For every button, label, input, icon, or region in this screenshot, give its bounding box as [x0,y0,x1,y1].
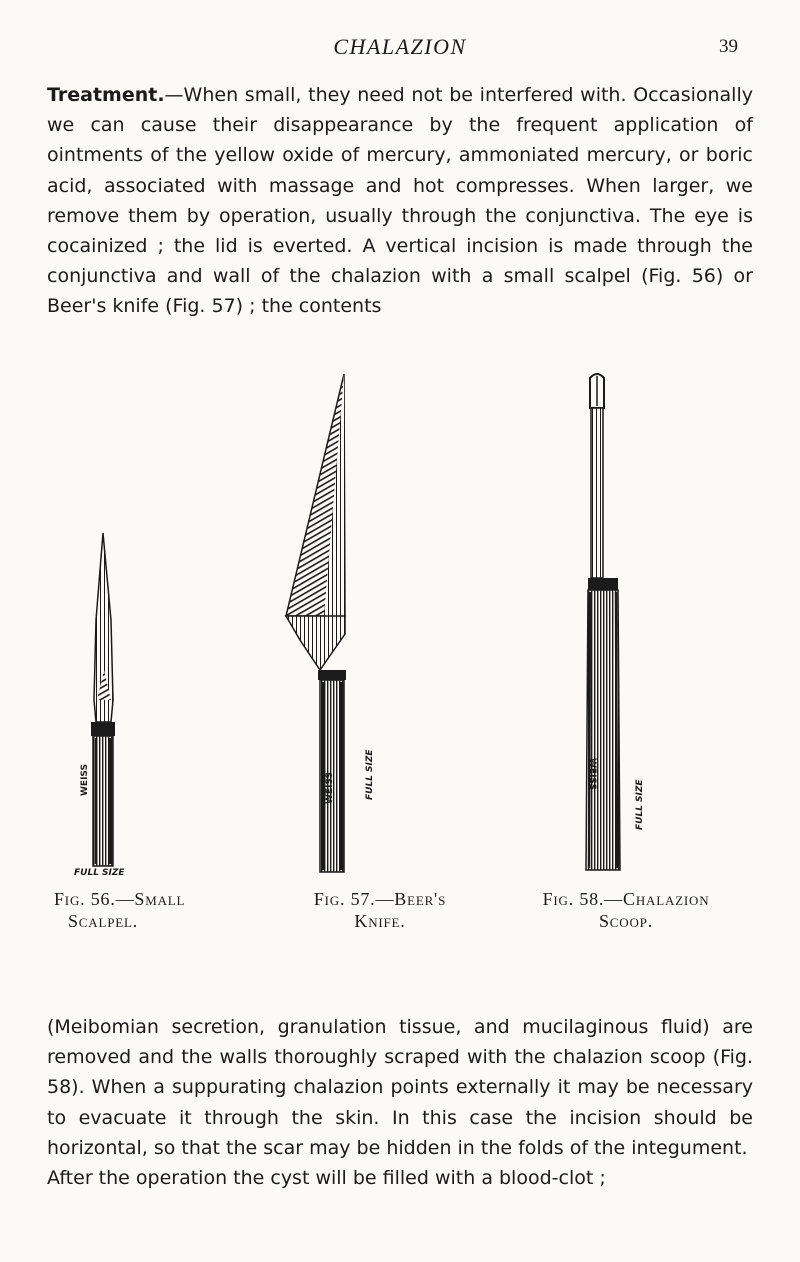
figure-58-caption [496,888,756,932]
page-header [0,34,800,64]
chalazion-scoop-drawing [586,374,620,870]
scoop-full-size-label: FULL SIZE [635,779,645,830]
caption-line: Fig. 58.—Chalazion [542,889,710,909]
figure-56-caption [54,888,244,932]
caption-line: Scoop. [599,911,653,931]
instrument-illustrations [0,370,800,890]
page-number: 39 [719,36,738,57]
treatment-paragraph [47,80,753,322]
procedure-paragraph [47,1012,753,1193]
small-scalpel-drawing [91,533,115,866]
paragraph-text: (Meibomian secretion, granulation tissue, and mucilaginous fluid) are removed and the walls thoroughly scraped with the chalazion scoop (Fig. 58). When a suppurating chalazion points externally it may be necessary to evacuate it through the skin. In this case the incision should be horizontal, so that the scar may be hidden in the folds of the integument. [47,1016,753,1159]
paragraph-lead: Treatment. [47,84,165,106]
running-title: CHALAZION [333,34,467,59]
knife-full-size-label: FULL SIZE [365,749,375,800]
figure-57-caption [270,888,490,932]
scoop-maker-mark: WEISS [587,758,597,790]
figures-area [0,370,800,890]
knife-maker-mark: WEISS [325,772,335,804]
caption-line: Scalpel. [68,911,139,931]
paragraph-text: —When small, they need not be interfered with. Occasionally we can cause their disappearance by the frequent application of ointments of the yellow oxide of mercury, ammoniated mercury, or boric acid, associated with massage and hot compresses. When larger, we remove them by operation, usually through the conjunctiva. The eye is cocainized ; the lid is everted. A vertical incision is made through the conjunctiva and wall of the chalazion with a small scalpel (Fig. 56) or Beer's knife (Fig. 57) ; the contents [47,84,753,318]
caption-line: Fig. 56.—Small [54,889,186,909]
paragraph-text-continued: After the operation the cyst will be filled with a blood-clot ; [47,1167,606,1190]
scalpel-full-size-label: FULL SIZE [74,868,125,878]
scalpel-maker-mark: WEISS [80,764,90,796]
caption-line: Knife. [354,911,406,931]
caption-line: Fig. 57.—Beer's [313,889,447,909]
beers-knife-drawing [286,374,346,872]
